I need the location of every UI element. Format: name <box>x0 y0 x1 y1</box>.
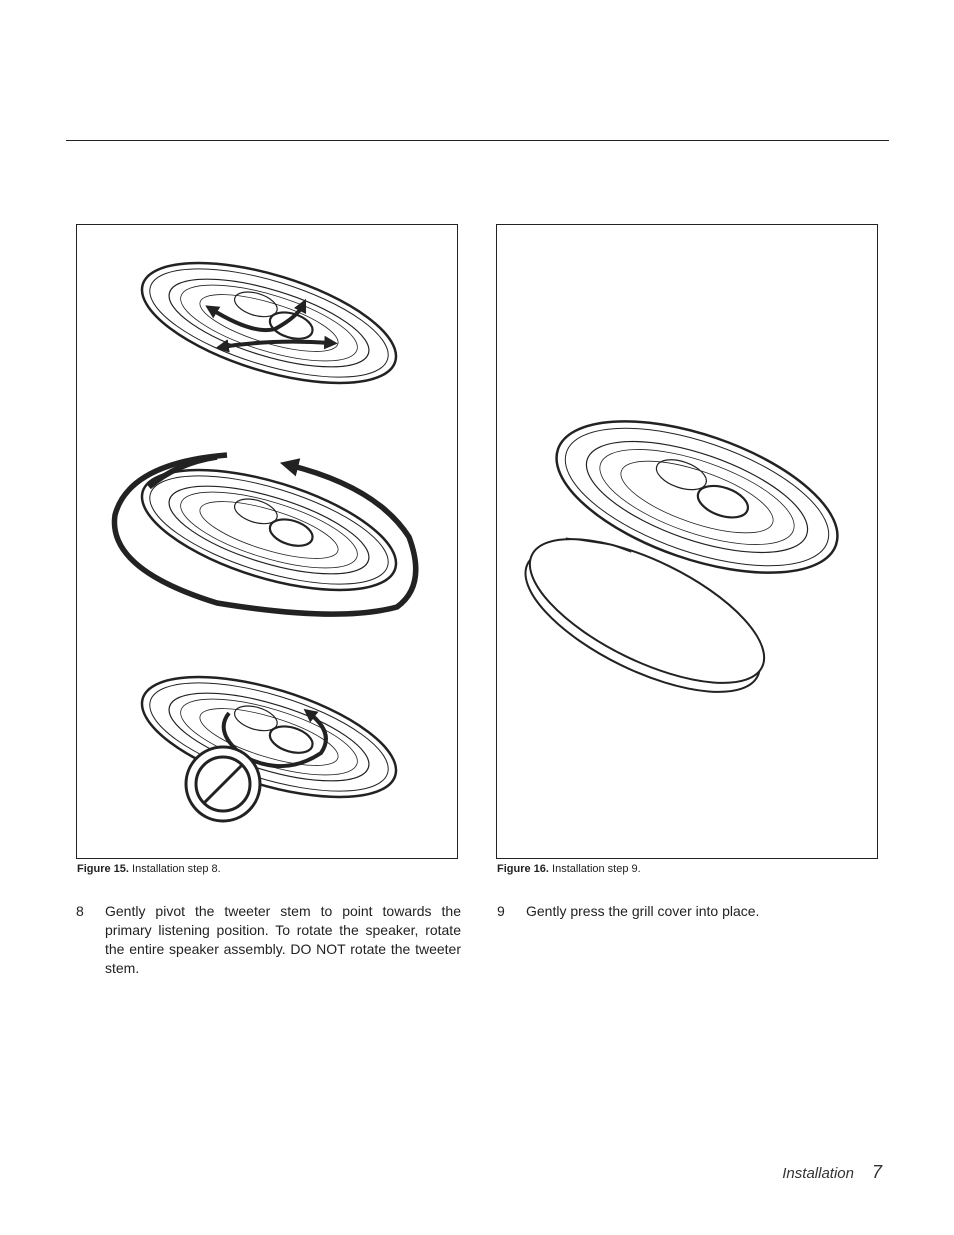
footer-section: Installation <box>782 1165 854 1182</box>
speaker-top <box>129 239 410 408</box>
figure-label: Figure 16. <box>497 863 549 875</box>
figure-caption-text: Installation step 8. <box>132 863 221 875</box>
step-text: Gently press the grill cover into place. <box>526 903 760 919</box>
prohibited-icon <box>186 747 260 821</box>
speaker-grill-cover-diagram <box>497 225 879 860</box>
step-number: 8 <box>76 903 84 919</box>
figure-label: Figure 15. <box>77 863 129 875</box>
figure-caption-text: Installation step 9. <box>552 863 641 875</box>
page-footer <box>782 1162 882 1183</box>
speaker-bottom <box>129 653 410 822</box>
header-rule <box>66 140 889 141</box>
step-text: Gently pivot the tweeter stem to point towards the primary listening position. To rotate the speaker, rotate the entire speaker assembly. DO NOT rotate the tweeter stem. <box>105 903 461 976</box>
step-number: 9 <box>497 903 505 919</box>
figure-16-frame <box>496 224 878 859</box>
figure-15-frame <box>76 224 458 859</box>
speaker-rotation-diagram <box>77 225 459 860</box>
figure-15-caption <box>77 863 221 875</box>
figure-16-caption <box>497 863 641 875</box>
page-number: 7 <box>871 1162 882 1182</box>
